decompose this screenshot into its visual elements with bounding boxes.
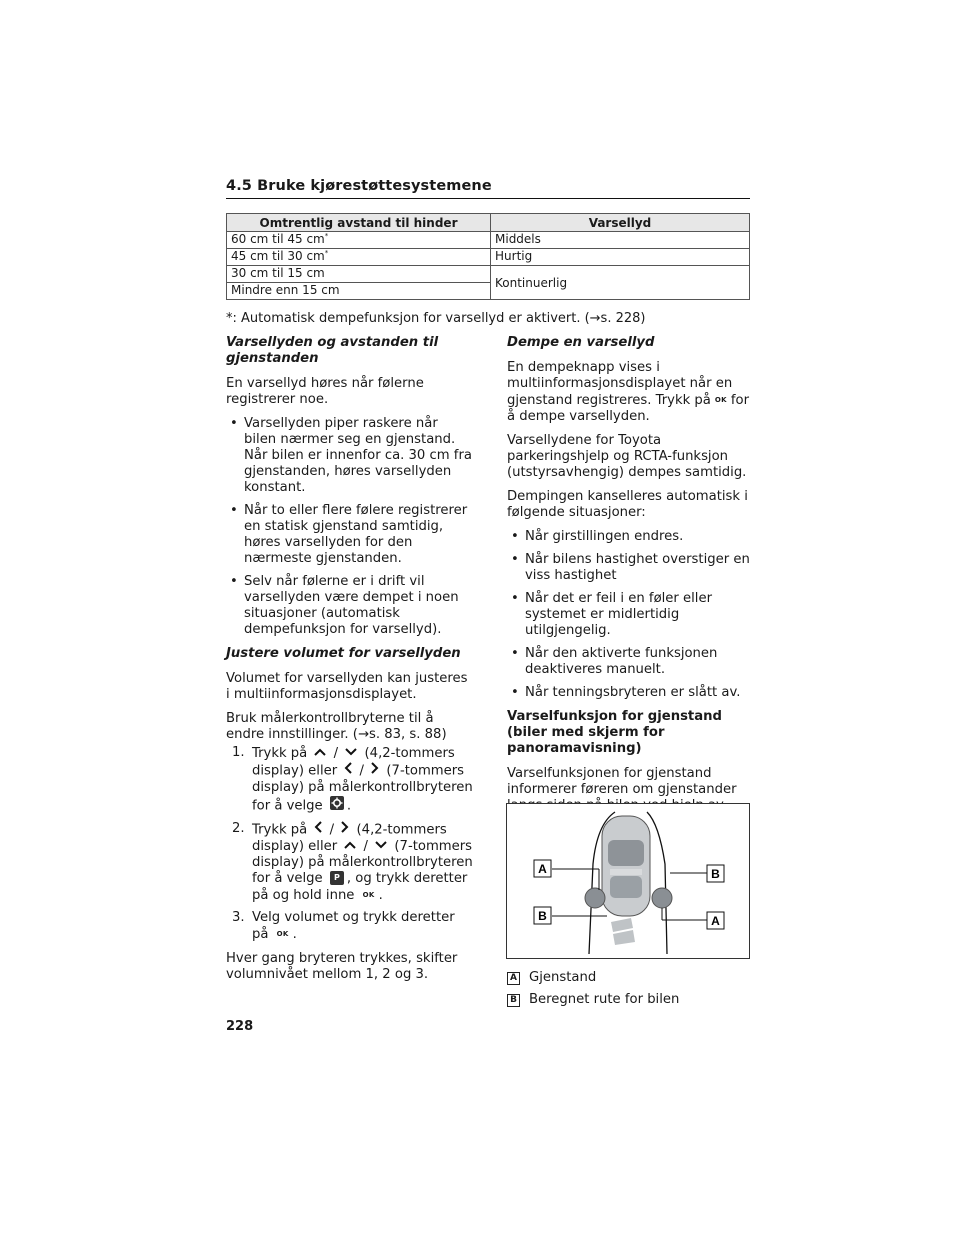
section-rule [226, 198, 750, 199]
legend-text: Beregnet rute for bilen [529, 992, 680, 1007]
ok-button-icon: OK [714, 396, 727, 404]
chevron-down-icon [375, 838, 387, 854]
page-number: 228 [226, 1019, 254, 1034]
heading-object-warning: Varselfunksjon for gjenstand (biler med skjerm for panoramavisning) [507, 709, 722, 756]
table-header-sound: Varsellyd [491, 214, 750, 232]
steps-list [226, 745, 474, 943]
table-cell: Mindre enn 15 cm [227, 283, 491, 300]
legend-key: B [507, 994, 520, 1007]
gear-icon [330, 796, 344, 815]
label-b-right: B [711, 867, 720, 881]
motion-arrows [611, 918, 635, 945]
paragraph: Varsellydene for Toyota parkeringshjelp og RCTA-funksjon (utstyrsavhengig) dempes samtidig. [507, 433, 747, 480]
paragraph: Volumet for varsellyden kan justeres i multiinformasjonsdisplayet. [226, 671, 468, 702]
paragraph: Bruk målerkontrollbryterne til å endre innstillinger. (→s. 83, s. 88) [226, 711, 447, 742]
heading-sound-distance: Varsellyden og avstanden til gjenstanden [226, 335, 439, 366]
distance-table [226, 213, 750, 300]
table-row [227, 232, 750, 249]
section-title: 4.5 Bruke kjørestøttesystemene [226, 178, 492, 194]
table-header-distance: Omtrentlig avstand til hinder [227, 214, 491, 232]
chevron-right-icon [371, 762, 379, 779]
parking-assist-icon: P [330, 871, 344, 885]
table-cell: Kontinuerlig [491, 266, 750, 300]
ok-button-icon: OK [362, 891, 375, 899]
step-2: 2. Trykk på / (4,2-tommers display) eller / (7-tommers display) på målerkontrollbryteren for å velge P , og trykk deretter på og hold inne OK . [232, 820, 473, 903]
ok-button-icon: OK [276, 930, 289, 938]
paragraph: Hver gang bryteren trykkes, skifter volumnivået mellom 1, 2 og 3. [226, 951, 458, 982]
label-a-right: A [711, 914, 720, 928]
right-column [507, 335, 753, 870]
step-3: 3. Velg volumet og trykk deretter på OK . [232, 910, 455, 942]
footnote: *: Automatisk dempefunksjon for varsellyd er aktivert. (→s. 228) [226, 311, 646, 326]
bullet-list [507, 529, 753, 701]
table-cell: 30 cm til 15 cm [227, 266, 491, 283]
chevron-right-icon [341, 821, 349, 838]
chevron-up-icon [314, 745, 326, 761]
car-illustration [602, 816, 650, 916]
paragraph: En varsellyd høres når følerne registrerer noe. [226, 376, 424, 407]
table-cell: Hurtig [491, 249, 750, 266]
paragraph: Varselfunksjonen for gjenstand informerer føreren om gjenstander [507, 766, 737, 797]
chevron-left-icon [314, 821, 322, 838]
list-item: • Selv når følerne er i drift vil varsellyden være dempet i noen situasjoner (automatisk dempefunksjon for varsellyd). [226, 574, 474, 638]
bullet-list [226, 416, 474, 638]
legend-item-a [507, 970, 596, 985]
step-1: 1. Trykk på / (4,2-tommers display) eller / (7-tommers display) på målerkontrollbryteren for å velge . [232, 745, 473, 813]
table-row [227, 266, 750, 283]
figure-vehicle-path [506, 803, 750, 959]
vehicle-diagram [507, 804, 749, 958]
paragraph: En dempeknapp vises i multiinformasjonsdisplayet når en gjenstand registreres. Trykk på OK for å dempe varsellyden. [507, 360, 750, 424]
legend-key: A [507, 972, 520, 985]
label-a-left: A [538, 862, 547, 876]
table-cell: Middels [491, 232, 750, 249]
chevron-down-icon [345, 745, 357, 761]
list-item: • Når to eller flere følere registrerer en statisk gjenstand samtidig, høres varsellyden for den nærmeste gjenstanden. [226, 503, 474, 567]
list-item: • Når den aktiverte funksjonen deaktiveres manuelt. [507, 646, 753, 678]
table-cell: 45 cm til 30 cm* [227, 249, 491, 266]
legend-text: Gjenstand [529, 970, 597, 985]
list-item: • Når tenningsbryteren er slått av. [507, 685, 753, 701]
paragraph: Dempingen kanselleres automatisk i følgende situasjoner: [507, 489, 748, 520]
table-row [227, 249, 750, 266]
chevron-left-icon [344, 762, 352, 779]
legend-item-b [507, 992, 679, 1007]
chevron-up-icon [344, 838, 356, 854]
list-item: • Varsellyden piper raskere når bilen nærmer seg en gjenstand. Når bilen er innenfor ca. 30 cm fra gjenstanden, høres varsellyden konstant. [226, 416, 474, 496]
list-item: • Når bilens hastighet overstiger en viss hastighet [507, 552, 753, 584]
label-b-left: B [538, 909, 547, 923]
heading-mute: Dempe en varsellyd [507, 335, 655, 350]
list-item: • Når det er feil i en føler eller systemet er midlertidig utilgjengelig. [507, 591, 753, 639]
object-left [585, 888, 605, 908]
object-right [652, 888, 672, 908]
table-cell: 60 cm til 45 cm* [227, 232, 491, 249]
heading-adjust-volume: Justere volumet for varsellyden [226, 646, 461, 661]
left-column [226, 335, 474, 991]
list-item: • Når girstillingen endres. [507, 529, 753, 545]
